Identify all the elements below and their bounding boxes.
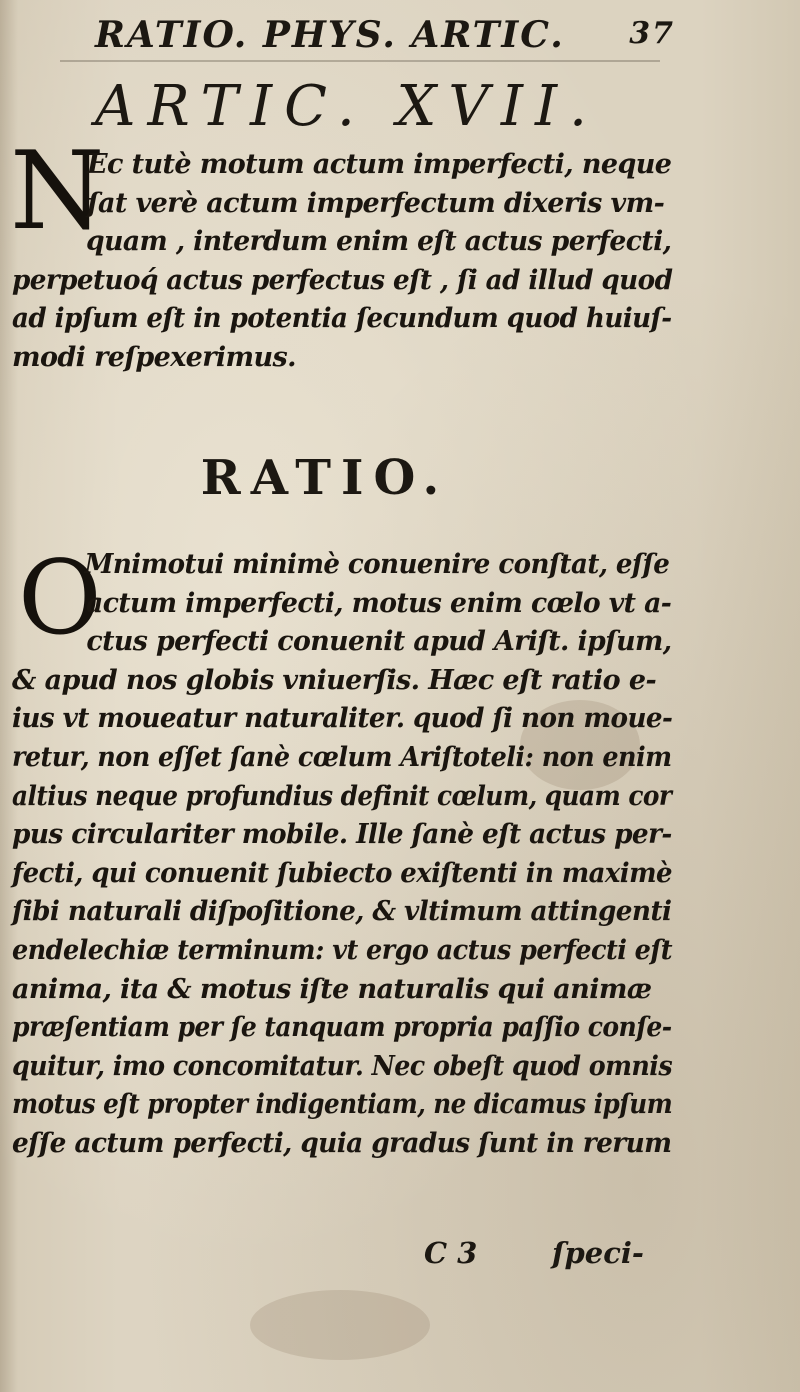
header-divider bbox=[60, 60, 660, 62]
drop-cap-o: O bbox=[18, 539, 102, 658]
page-number: 37 bbox=[629, 16, 675, 51]
text-line: pus circulariter mobile. Ille ſanè eſt actus per- bbox=[12, 819, 672, 851]
drop-cap-n: N bbox=[10, 129, 105, 254]
text-line: ſibi naturali diſpoſitione, & vltimum attingenti bbox=[12, 896, 672, 928]
text-line: motus eſt propter indigentiam, ne dicamus ipſum bbox=[12, 1089, 673, 1121]
running-head-title: RATIO. PHYS. ARTIC. bbox=[95, 14, 565, 56]
text-line: modi reſpexerimus. bbox=[12, 341, 296, 373]
page-footer bbox=[12, 1236, 672, 1276]
catchword: ſpeci- bbox=[552, 1236, 644, 1270]
text-line: fecti, qui conuenit ſubiecto exiſtenti in maximè bbox=[12, 857, 672, 889]
text-line: altius neque profundius definit cœlum, quam cor bbox=[12, 780, 672, 812]
paragraph-ratio bbox=[12, 539, 673, 1164]
paper-stain bbox=[250, 1290, 430, 1360]
section-heading: RATIO. bbox=[200, 450, 450, 506]
text-line: quam , interdum enim eſt actus perfecti, bbox=[86, 226, 672, 258]
signature-mark: C 3 bbox=[424, 1236, 478, 1270]
text-line: anima, ita & motus iſte naturalis qui animæ bbox=[12, 973, 652, 1005]
text-line: endelechiæ terminum: vt ergo actus perfecti eſt bbox=[12, 934, 673, 966]
text-line: Ec tutè motum actum imperfecti, neque bbox=[87, 149, 672, 180]
text-line: eſſe actum perfecti, quia gradus ſunt in rerum bbox=[12, 1127, 672, 1159]
text-line: retur, non eſſet ſanè cœlum Ariſtoteli: non enim bbox=[12, 741, 672, 773]
text-line: ctus perfecti conuenit apud Ariſt. ipſum, bbox=[86, 626, 672, 658]
paragraph-article bbox=[12, 146, 672, 378]
text-line: & apud nos globis vniuerſis. Hæc eſt ratio e- bbox=[12, 664, 657, 696]
text-line: perpetuoq́ actus perfectus eſt , ſi ad illud quod bbox=[12, 264, 673, 296]
text-line: ius vt moueatur naturaliter. quod ſi non moue- bbox=[12, 703, 673, 735]
text-line: ad ipſum eſt in potentia ſecundum quod huiuſ- bbox=[12, 303, 672, 335]
text-line: ſat verè actum imperfectum dixeris vm- bbox=[87, 187, 665, 219]
running-head bbox=[95, 14, 675, 64]
text-line: Mnimotui minimè conuenire conſtat, eſſe bbox=[84, 549, 670, 580]
text-line: quitur, imo concomitatur. Nec obeſt quod omnis bbox=[12, 1050, 673, 1082]
text-line: actum imperfecti, motus enim cœlo vt a- bbox=[86, 587, 672, 619]
article-title: ARTIC. XVII. bbox=[95, 74, 599, 139]
text-line: præſentiam per ſe tanquam propria paſſio conſe- bbox=[12, 1012, 672, 1044]
